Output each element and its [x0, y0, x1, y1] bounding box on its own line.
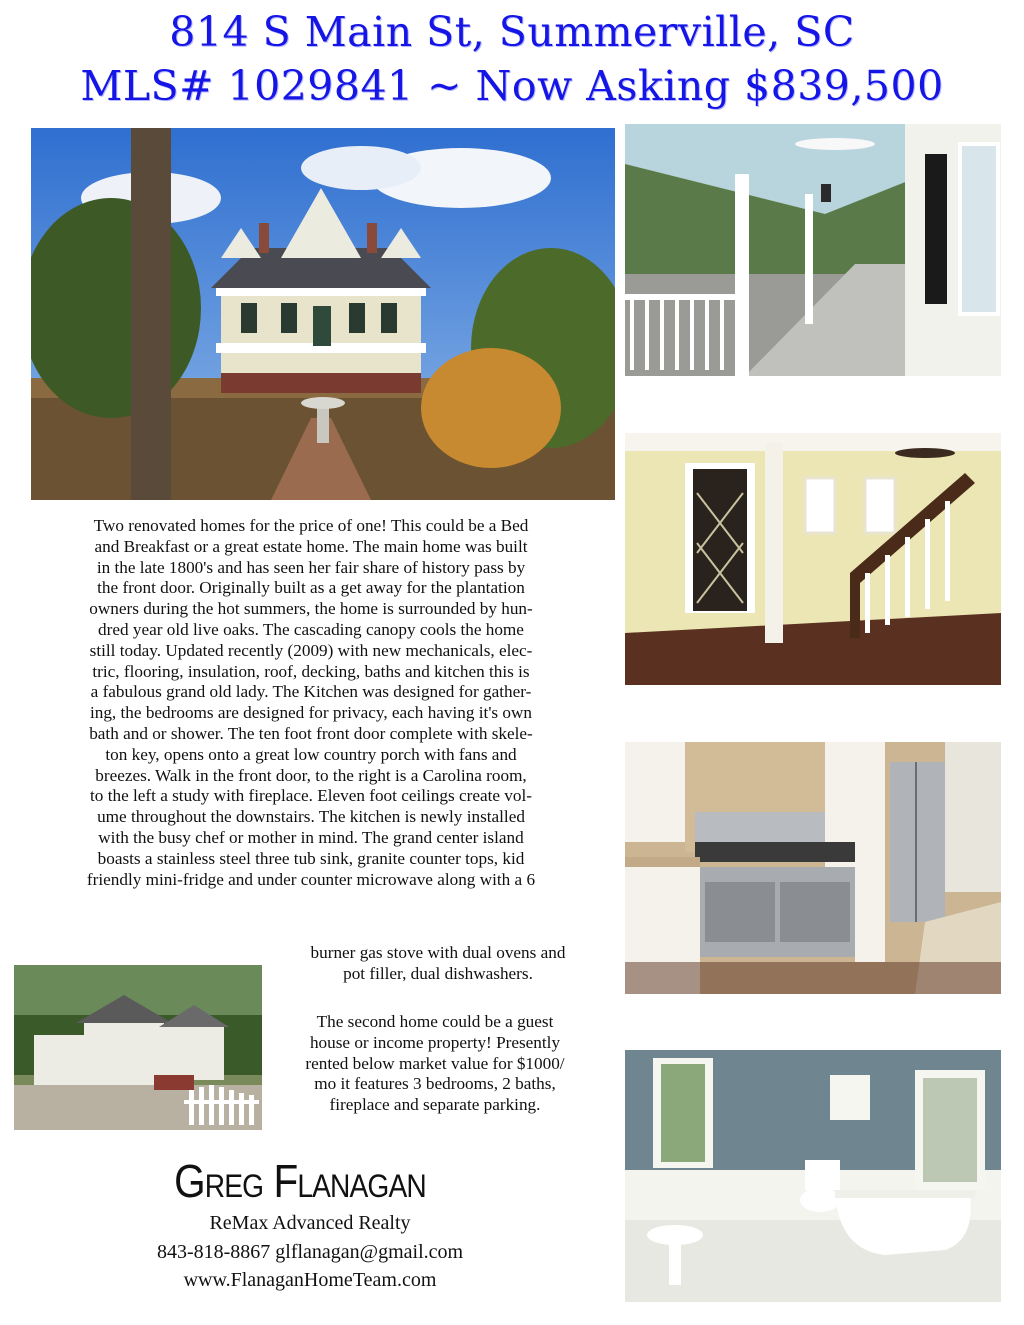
description-line: tric, flooring, insulation, roof, decking, baths and kitchen this is — [92, 661, 530, 681]
foyer-staircase-photo — [625, 433, 1001, 685]
agent-contact: 843-818-8867 glflanagan@gmail.com — [156, 1241, 464, 1263]
description-line: pot filler, dual dishwashers. — [343, 963, 533, 983]
property-description-wrap — [266, 943, 610, 985]
description-line: Two renovated homes for the price of one! This could be a Bed — [93, 516, 529, 535]
description-line: friendly mini-fridge and under counter microwave along with a 6 — [86, 869, 536, 889]
description-line: in the late 1800's and has seen her fair share of history pass by — [96, 557, 526, 577]
description-line: dred year old live oaks. The cascading canopy cools the home — [98, 619, 524, 639]
description-line: rented below market value for $1000/ — [305, 1053, 565, 1073]
listing-address: 814 S Main St, Summerville, SC — [169, 8, 855, 56]
description-line: owners during the hot summers, the home is surrounded by hun- — [89, 599, 533, 619]
description-line: with the busy chef or mother in mind. The grand center island — [98, 827, 524, 847]
description-line: boasts a stainless steel three tub sink, granite counter tops, kid — [97, 848, 525, 868]
description-line: breezes. Walk in the front door, to the right is a Carolina room, — [95, 765, 527, 785]
description-line: bath and or shower. The ten foot front door complete with skele- — [89, 723, 533, 743]
description-line: mo it features 3 bedrooms, 2 baths, — [314, 1074, 556, 1094]
guest-house-description — [270, 1012, 600, 1116]
description-line: and Breakfast or a great estate home. The main home was built — [94, 536, 528, 556]
description-line: to the left a study with fireplace. Eleven foot ceilings create vol- — [90, 786, 532, 806]
bathroom-photo — [625, 1050, 1001, 1302]
agent-name — [168, 1154, 432, 1208]
agent-website[interactable]: www.FlanaganHomeTeam.com — [183, 1269, 437, 1291]
description-line: ton key, opens onto a great low country porch with fans and — [105, 744, 517, 764]
guest-house-photo — [14, 965, 262, 1130]
description-line: The second home could be a guest — [316, 1012, 554, 1031]
description-line: ing, the bedrooms are designed for privacy, each having it's own — [89, 703, 533, 723]
agent-company: ReMax Advanced Realty — [209, 1212, 411, 1234]
description-line: ume throughout the downstairs. The kitchen is newly installed — [97, 807, 525, 827]
description-line: house or income property! Presently — [309, 1032, 561, 1052]
listing-mls-price: MLS# 1029841 ~ Now Asking $839,500 — [80, 62, 944, 110]
property-description — [18, 516, 604, 890]
agent-name-text: Greg Flanagan — [174, 1155, 426, 1207]
kitchen-photo — [625, 742, 1001, 994]
description-line: the front door. Originally built as a get away for the plantation — [97, 578, 525, 598]
description-line: still today. Updated recently (2009) with new mechanicals, elec- — [89, 640, 533, 660]
house-exterior-photo — [31, 128, 615, 500]
description-line: fireplace and separate parking. — [329, 1095, 541, 1115]
description-line: a fabulous grand old lady. The Kitchen was designed for gather- — [90, 682, 532, 702]
description-line: burner gas stove with dual ovens and — [310, 943, 566, 962]
porch-photo — [625, 124, 1001, 376]
